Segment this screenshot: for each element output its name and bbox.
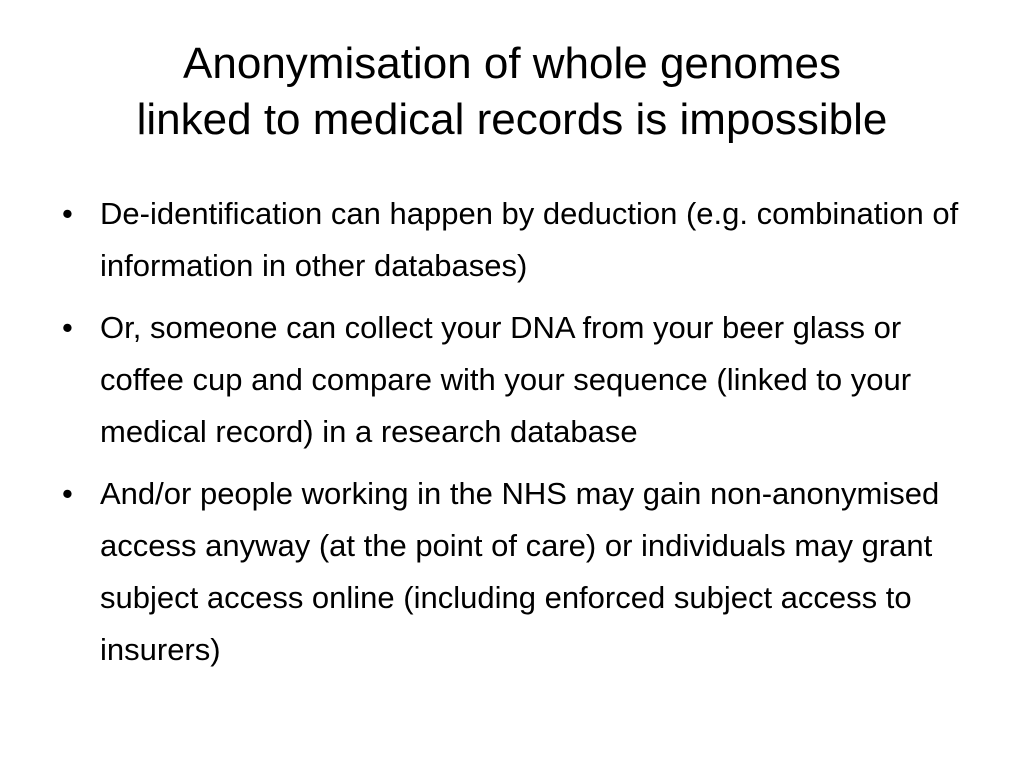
bullet-text: And/or people working in the NHS may gain non-anonymised access anyway (at the point of care) or individuals may grant subject access online (including enforced subject access to insurers) [100,476,940,667]
bullet-list [54,188,984,686]
bullet-item [54,188,984,292]
bullet-item [54,302,984,458]
slide-title [40,36,984,148]
bullet-point-icon: • [62,310,73,345]
bullet-text: De-identification can happen by deduction (e.g. combination of information in other databases) [100,196,959,283]
bullet-text: Or, someone can collect your DNA from your beer glass or coffee cup and compare with your sequence (linked to your medical record) in a research database [100,310,912,449]
slide-title-line-2: linked to medical records is impossible [136,95,888,144]
slide-title-line-1: Anonymisation of whole genomes [183,39,841,88]
bullet-point-icon: • [62,476,73,511]
bullet-item [54,468,984,676]
bullet-point-icon: • [62,196,73,231]
